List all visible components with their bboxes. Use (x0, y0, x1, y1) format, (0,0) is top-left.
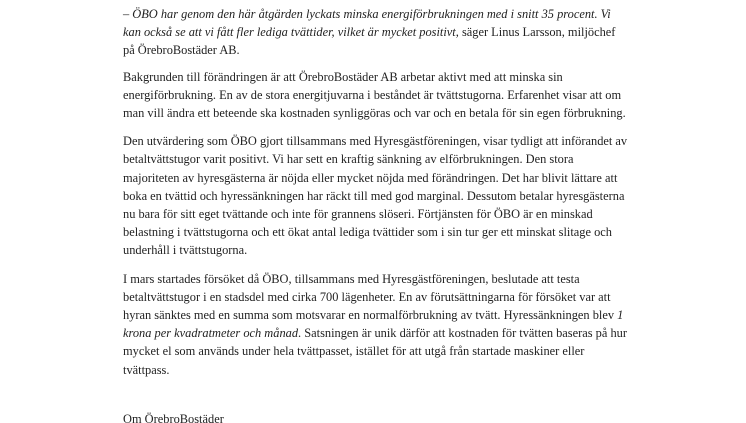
quote-attribution: säger Linus Larsson, miljöchef på ÖrebroBostäder AB. (123, 25, 616, 58)
quote-paragraph (123, 5, 628, 60)
footer-section (123, 409, 243, 423)
quote-text: – ÖBO har genom den här åtgärden lyckats minska energiförbrukningen med i snitt 35 procent. Vi kan också se att vi fått fler lediga tvättider, vilket är mycket positivt, (123, 7, 611, 40)
trial-paragraph (123, 270, 628, 379)
trial-text-after: . Satsningen är unik därför att kostnaden för tvätten baseras på hur mycket el som används under hela tvättpasset, istället för att utgå från startade maskiner eller tvättpass. (123, 326, 627, 377)
footer-title: Om ÖrebroBostäder (123, 412, 224, 423)
evaluation-paragraph: Den utvärdering som ÖBO gjort tillsammans med Hyresgästföreningen, visar tydligt att införandet av betaltvättstugor varit positivt. Vi har sett en kraftig sänkning av elförbrukningen. Den stora majoriteten av hyresgästerna är nöjda eller mycket nöjda med förändringen. Det har blivit lättare att boka en tvättid och hyressänkningen har räckt till med god marginal. Dessutom betalar hyresgästerna nu bara för sitt eget tvättande och inte för grannens slöseri. Förtjänsten för ÖBO är en minskad belastning i tvättstugorna och ett ökat antal lediga tvättider som i sin tur ger ett minskat slitage och underhåll i tvättstugorna. (123, 134, 628, 258)
trial-text-before: I mars startades försöket då ÖBO, tillsammans med Hyresgästföreningen, beslutade att testa betaltvättstugor i en stadsdel med cirka 700 lägenheter. En av förutsättningarna för försöket var att hyran sänktes med en summa som motsvarar en normalförbrukning av tvätt. Hyressänkningen blev (123, 271, 618, 323)
background-paragraph: Bakgrunden till förändringen är att ÖrebroBostäder AB arbetar aktivt med att minska sin energiförbrukning. En av de stora energitjuvarna i beståndet är tvättstugorna. Erfarenhet visar att om man vill ändra ett beteende ska kostnaden synliggöras och var och en betala för sin egen förbrukning. (123, 69, 626, 121)
article-body (123, 5, 628, 379)
trial-emphasis: 1 krona per kvadratmeter och månad (123, 308, 624, 341)
